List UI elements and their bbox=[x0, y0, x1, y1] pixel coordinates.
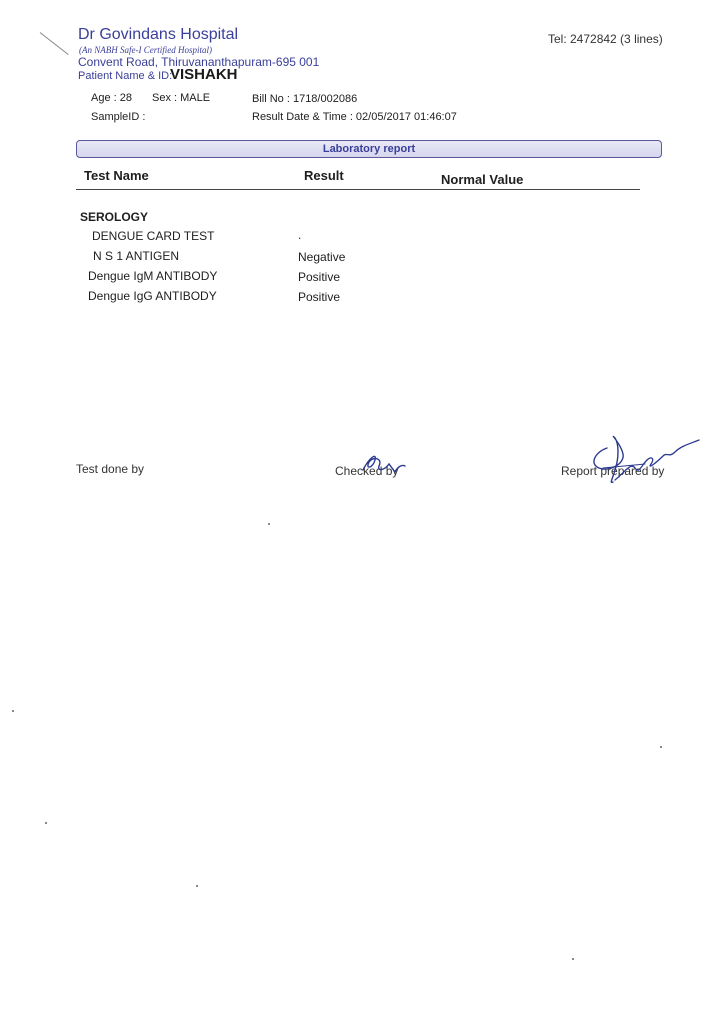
scan-speck bbox=[660, 746, 662, 748]
bill-number: Bill No : 1718/002086 bbox=[252, 93, 358, 105]
table-row-result: Positive bbox=[298, 270, 341, 284]
header-slash-mark bbox=[40, 32, 69, 55]
table-row-result: Positive bbox=[298, 290, 341, 304]
column-header-normal-value: Normal Value bbox=[441, 172, 524, 187]
checked-by-label: Checked by bbox=[335, 464, 399, 478]
result-date-time: Result Date & Time : 02/05/2017 01:46:07 bbox=[252, 111, 457, 123]
test-done-by-label: Test done by bbox=[76, 462, 145, 476]
table-row-result: . bbox=[298, 228, 302, 242]
table-row-test: Dengue IgG ANTIBODY bbox=[88, 289, 217, 303]
scan-speck bbox=[12, 710, 14, 712]
column-header-test-name: Test Name bbox=[84, 168, 149, 183]
lab-report-title: Laboratory report bbox=[322, 143, 416, 155]
patient-label: Patient Name & ID: bbox=[78, 70, 173, 82]
table-row-test: Dengue IgM ANTIBODY bbox=[88, 269, 218, 283]
checked-by-signature bbox=[355, 448, 415, 480]
table-row-result: Negative bbox=[298, 250, 346, 264]
patient-age: Age : 28 bbox=[91, 92, 132, 104]
scan-speck bbox=[45, 822, 47, 824]
patient-sex: Sex : MALE bbox=[152, 92, 211, 104]
report-prepared-by-label: Report prepared by bbox=[561, 464, 665, 478]
lab-report-banner bbox=[76, 140, 662, 158]
hospital-address: Convent Road, Thiruvananthapuram-695 001 bbox=[78, 55, 320, 69]
table-row-test: N S 1 ANTIGEN bbox=[93, 249, 180, 263]
patient-name: VISHAKH bbox=[170, 66, 238, 83]
report-prepared-by-signature bbox=[585, 428, 705, 498]
hospital-certification: (An NABH Safe-I Certified Hospital) bbox=[79, 45, 212, 55]
section-title: SEROLOGY bbox=[80, 210, 149, 224]
hospital-name: Dr Govindans Hospital bbox=[78, 26, 239, 43]
scan-speck bbox=[572, 958, 574, 960]
hospital-telephone: Tel: 2472842 (3 lines) bbox=[548, 32, 663, 46]
scan-speck bbox=[196, 885, 198, 887]
scan-speck bbox=[268, 523, 270, 525]
sample-id: SampleID : bbox=[91, 111, 146, 123]
header-divider bbox=[76, 189, 640, 190]
table-row-test: DENGUE CARD TEST bbox=[92, 229, 215, 243]
column-header-result: Result bbox=[304, 168, 344, 183]
